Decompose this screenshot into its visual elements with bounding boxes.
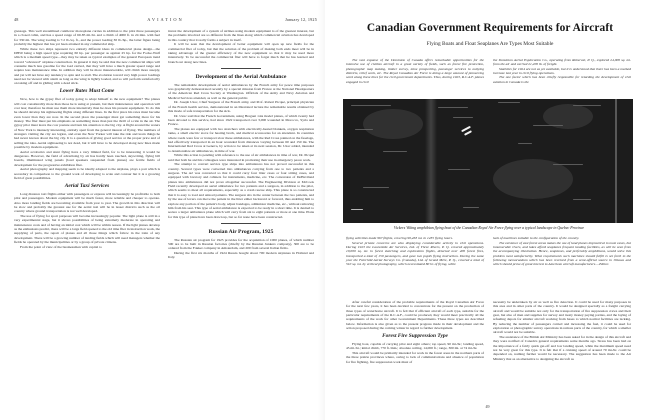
paragraph: During the first six months of 1924 Russia bought about 700 modern airplanes in Holland and Italy. bbox=[168, 250, 314, 260]
divider-rule bbox=[221, 223, 261, 224]
intro-column-2 bbox=[493, 58, 631, 84]
section-heading-aerial-taxi: Aerial Taxi Services bbox=[64, 182, 110, 189]
magazine-title: AVIATION bbox=[147, 17, 184, 22]
right-column-2 bbox=[493, 236, 631, 267]
paragraph: The vast expanse of the Dominion of Canada offers remarkable opportunities for the intensive use of civilian aircraft in a great variety of fields, such as forest fire protection, photographic map making, timber survey, mine prospecting, passenger services to outlying districts, relief work, etc. The Royal Canadian Air Force is doing a large amount of pioneering work along these lines for the civil government departments. Thus, during 1923, R.C.A.F. planes engaged in civil bbox=[346, 58, 484, 84]
section-heading-lower-rates: Lower Rates Must Come bbox=[59, 88, 115, 95]
paragraph: The attempt to convert service type ships into ambulances has not proved successful in this country. Several types were converted into ambulances carrying from one to two patients and a surgeon. The A2 was converted so that it could carry four litter cases or four sitting cases, and equipped with lavatory and cabinets for instruments, medicine, etc. The conversion of DeHaviland planes into ambulances did not prove altogether successful. The Engineering Division at McCook Field recently developed an aerial ambulance for two patients and a surgeon, in addition to the pilot, which seems to meet all requirements, especially as a crash rescue ship. This plane is so constructed that it is easy to load and unload patients. The surgeon sits in the center between the two patients, and by the use of levers can move the patient in the litter either backward or forward, thus enabling him to explore any portion of the patient's body, adjust bandages, administer medicine, etc., without removing him from his seat. This type of aerial ambulance is expected to be ready in a short time. It is desired to secure a larger ambulance plane which will carry from six to eight patients or more at one time. Plans for this type of plane have been drawn up, but so far none have been constructed. bbox=[168, 162, 314, 219]
paragraph: Dr. Joseph Uzac, Chief Surgeon of the French army, and Prof. Robert Picqué, principal physician of the French health service, demonstrated in an illustrated lecture the remarkable results obtained by this mode of safe transportation for the sick. bbox=[168, 100, 314, 114]
right-page bbox=[325, 0, 650, 420]
page-number: 49 bbox=[485, 404, 490, 409]
running-head bbox=[14, 17, 317, 25]
section-heading-forest-fire: Forest Fire Suppression Type bbox=[382, 332, 448, 339]
paragraph: Several private concerns are also displaying considerable activity in civil operations. During 1923 the Laurentide Air Services, Ltd. of Three Rivers, P. Q. covered approximately 10,000 sq. mi. in forest sketching and exploration flights, detected over 400 forest fires, transported a total of 150 passengers, and gave two pupils flying instruction. During the same year the Fairchild Aerial Surveys Co. (Canada), Ltd. of Grand Mère, P. Q., covered a total of 510 sq. mi. by vertical photography, which necessitated 80 hr. of flying, while bbox=[346, 240, 484, 267]
section-heading-aerial-ambulance: Development of the Aerial Ambulance bbox=[195, 73, 287, 80]
aerial-photograph bbox=[343, 99, 633, 223]
paragraph: The remarkable development of aerial ambulances by the French army for peace time purposes was graphically demonstrated recently by a special mission from France at the National Headquarters of the American Red Cross Society at Washington. Officials of the Army and Navy Aviation and Medical Services attended, as well as the general public. bbox=[168, 82, 314, 100]
paragraph: The use of flying for sport purposes will become increasingly popular. The light plane is still in a very experimental stage, but it shows possibilities of being extremely moderate in operating and maintenance costs and of having an initial cost which will be within reason. If the light planes develop as the enthusiasts predict, there will be a large field opened to the old time flier in instruction work, the supplying of parts, the repair of planes and all those things which follow in the train of any development. There will be a growing number of landing fields which will need managers whether the fields be operated by the municipalities or by a group of private citizens. bbox=[14, 213, 161, 244]
right-column-2-lower bbox=[493, 300, 631, 361]
paragraph: lack of machines suitable to the configuration of the country. bbox=[493, 236, 580, 240]
paragraph: Statistics for 1924 are not as yet available, but it is understood that there has been a marked increase last year in civil flying operations. bbox=[493, 66, 631, 76]
paragraph: Flying boat, capable of carrying pilot and eight others; top speed, 90 mi./hr.; landing speed, 45 mi./hr.; initial climb, 770 ft./min.; absolute ceiling, 14,000 ft.; range, 300 mi. at 74 mi./hr. bbox=[346, 341, 484, 351]
photo-caption: Vickers Viking amphibian flying boat of the Canadian Royal Air Force flying over a typical landscape in Quebec Province bbox=[393, 226, 585, 230]
paragraph: The assistance of the British Air Ministry has been asked for in the design of this aircraft and they were notified of Canada's general requirements some months ago. Stress has been laid on the importance of a fairly quick get-off and low landing speed, while the maximum speed need not be very great for this type. It is felt that if a cruising speed of around 70 mi./hr. could be depended on, nothing further would be necessary. The suggestion has been made to the Air Ministry that as an alternative to designing the aircraft as bbox=[493, 335, 631, 361]
paragraph: flying activities made 967 flights, covering 90,463 mi. in 1435 flying hours. bbox=[346, 236, 453, 240]
paragraph: Aerial photography and mapping seem to be ideally adapted to the airplane, plays a part which is secondary in comparison to the ground work of developing to scale and contour but it is a growing field of great possibilities. bbox=[14, 167, 160, 181]
intro-column-1 bbox=[346, 58, 484, 84]
right-column-1-lower bbox=[346, 300, 484, 364]
paragraph: necessity be undertaken by air as well as fire detection. It could be used for many purposes in this area and in other parts of the country. It would be designed specially as a freight carrying aircraft and would be suitable not only for the transportation of fire suppression crews and their gear, but also of men and supplies for survey and treaty money paying parties, and the laying of refueling depots for smaller aircraft working from bases to which normal facilities are lacking. By reducing the number of passengers carried and increasing the fuel, it could be used for exploration or photographic survey operations in remote parts of the country, for which a smaller aircraft would not be suitable. bbox=[493, 300, 631, 335]
right-column-1 bbox=[346, 236, 484, 267]
article-subtitle: Flying Boats and Float Seaplanes Are Types Most Suitable bbox=[426, 41, 554, 47]
paragraph: This aircraft would be primarily intended for work in the forest areas in the northern parts of the three prairie provinces where, owing to lack of communications and absence of population for fire fighting, fire suppression work must of bbox=[346, 350, 484, 364]
paragraph: Dr. Uzac said that the French Government, using Breguet 14A model planes, of which twenty had been devoted to this service, had since 1922 transported over 3,000 wounded in Morocco, Syria and France. bbox=[168, 113, 314, 127]
paragraph: invest the development of a system of airlines using modern equipment is of the greatest interest, but the problems involved are so different from the lines along which commercial aviation has developed in this country that it really forms a subject in itself. bbox=[168, 29, 314, 42]
divider-rule bbox=[221, 68, 261, 69]
paragraph: It will be seen that the development of better equipment will open up new fields for the commercial flier of today, but that the solution of the problem of making both ends meet will be in taking advantage of the greater efficiency of the new equipment so that it may be used more intensively. To be successful the commercial flier will have to forget much that he has learned and branch out along new lines. bbox=[168, 42, 314, 64]
paragraph: Now, how is the gypsy flier of today going to adapt himself to the new equipment? The planes will cost considerably more than those he is using at present, but their maintenance and operation will cost less; therefore he must use them more intensively than he does his present equipment. To do this he should develop his sightseeing flights along different lines. In the first place his rates must become even lower than they are now. In the second place the passenger must get something more for his money. The flier must put his emphasis on something more than just the thrill of a ride in the air. The gypsy pilot must leave the cow pasture and turn his attention to the big city. A flight around the waters of New York is intensely interesting, entirely apart from the general interest of flying. The numbers of strangers visiting the city are legion, and even the New Yorker will take the ride and learn things he had never known about the big city. It is a question of giving good service at the proper price and of selling the idea. Aerial sightseeing is not dead, but it will have to be developed along new lines made possible by modern equipment. bbox=[14, 97, 160, 150]
issue-date: January 12, 1925 bbox=[285, 17, 317, 22]
paragraph: After careful consideration of the probable requirements of the Royal Canadian Air Force for the next few years, it has been decided to concentrate for the present on the production of three types of waterborne aircraft. It is felt that if efficient aircraft of each type, suitable for the particular requirements of the R.C.A.F., could be produced, they would meet practically all the requirements of the work for other Government Departments. These three types are described below. Information is also given as to the present progress made in their development and the action proposed during the coming winter in regard to further development. bbox=[346, 300, 484, 331]
paragraph: gressage. This well streamlined cantilever monoplane carries in addition to the pilot three passengers in a closed cabin, and has a speed range of 60-85 mi./hr. and a climb of 4000 ft. in 24 min. with fuel for 330 mi. The wing loading is 7.2 lb./sq. ft., and the power loading 30 lb./hp., the latter figure being probably the highest that has yet been attained in any commercial ship. bbox=[14, 29, 160, 47]
paragraph: the Dominion Aerial Exploration Co., operating from Roberval, P. Q., explored 24,000 sq. mi. from the air and carried 21,200 lb. of freight. bbox=[493, 58, 631, 67]
section-heading-russian-program: Russian Air Program, 1925 bbox=[208, 228, 274, 235]
page-number: 48 bbox=[14, 17, 19, 22]
paragraph: From the point of view of the businessman with capital to bbox=[20, 244, 102, 249]
article-title: Canadian Government Requirements for Aircraft bbox=[366, 22, 614, 34]
paragraph: The existence of vast forest areas makes the use of land planes impractical in most cases, but innumerable rivers, and lakes afford seaplanes frequent landing facilities, as will be seen from the accompanying illustration. Hence, seaplanes, and preferably amphibians, would solve this problem most satisfactorily. What requirements such machines should fulfill is set forth in the following memorandum which has been received from a semi-official source in Ottawa and which should prove of great interest to American aircraft manufacturers.—Editor. bbox=[493, 240, 631, 267]
paragraph: Aerial acrobatics and stunt flying have a very limited field, for to be interesting it would be dangerous. However, the field of advertising by air has hardly been touched, skywriting, flying bill boards, illuminated wing panels (loud speakers suspended from planes) are fertile fields of development for the progressive exhibition flier. bbox=[14, 149, 160, 167]
left-column-2 bbox=[168, 29, 314, 260]
paragraph: Long distance taxi flights either with passengers or express will increasingly be profitable to both pilot and passengers. Modern equipment will be much faster, more reliable and cheaper to operate. Also more landing fields are becoming available from year to year. The growth in this direction will be slow and probably the greatest use for the aerial taxi will be in lesser districts such as the oil country where ground transportation is not well developed. bbox=[14, 191, 160, 214]
paragraph: While these two ships represent two entirely different ideas in commercial plane design—the DH50 being a high speed type requiring 60 hp. per passenger as against 25 hp. for the Focke-Wulf which is a medium speed type—they may be taken as typical examples of the general European trend toward "advanced" airplane construction. In general it may be said that the new commercial ships will consume much less gasoline for the load carried, that they will have a much greater speed range and require less maintenance time. In addition they will be more maneuverable, will climb more steeply, and yet will not have any tendency to spin and to stall. The evolution toward very high power loadings need not be viewed with alarm as long as the wing is lightly loaded, and so will perform satisfactorily on taking off and in gliding with a dead stick. bbox=[14, 46, 160, 86]
paragraph: The planes are equipped with two stretchers with electrically-heated blankets, oxygen respiration tanks, a small electric stove for heating broth, and medical accessories for an attendant. In countries where roads were few or transport slow these ambulances, with the Red Cross painted on the fuselage, had effectively transported in an hour wounded from distances varying between 60 and 150 mi. The International Red Cross at Geneva, by action to be taken at its next session, Dr. Uzac added, intended to denationalize air ambulances, in time of war. bbox=[168, 127, 314, 153]
paragraph: The one factor which has been chiefly responsible for retarding the development of civil aviation in Canada is the bbox=[493, 75, 631, 84]
paragraph: While this action is pending with reference to the use of air ambulances in time of war, Dr. Picqué said that both he and his colleagues were interested in promoting their use in emergency peace work. bbox=[168, 153, 314, 162]
paragraph: The Russian air program for 1925 provides for the acquisition of 1000 planes, of which number 500 are to be built in Russian factories (chiefly by the Russian Junkers company), 300 are to be ordered from the Fokker company in Amsterdam, and 200 from several Italian firms. bbox=[168, 237, 314, 251]
left-column-1 bbox=[14, 29, 160, 249]
